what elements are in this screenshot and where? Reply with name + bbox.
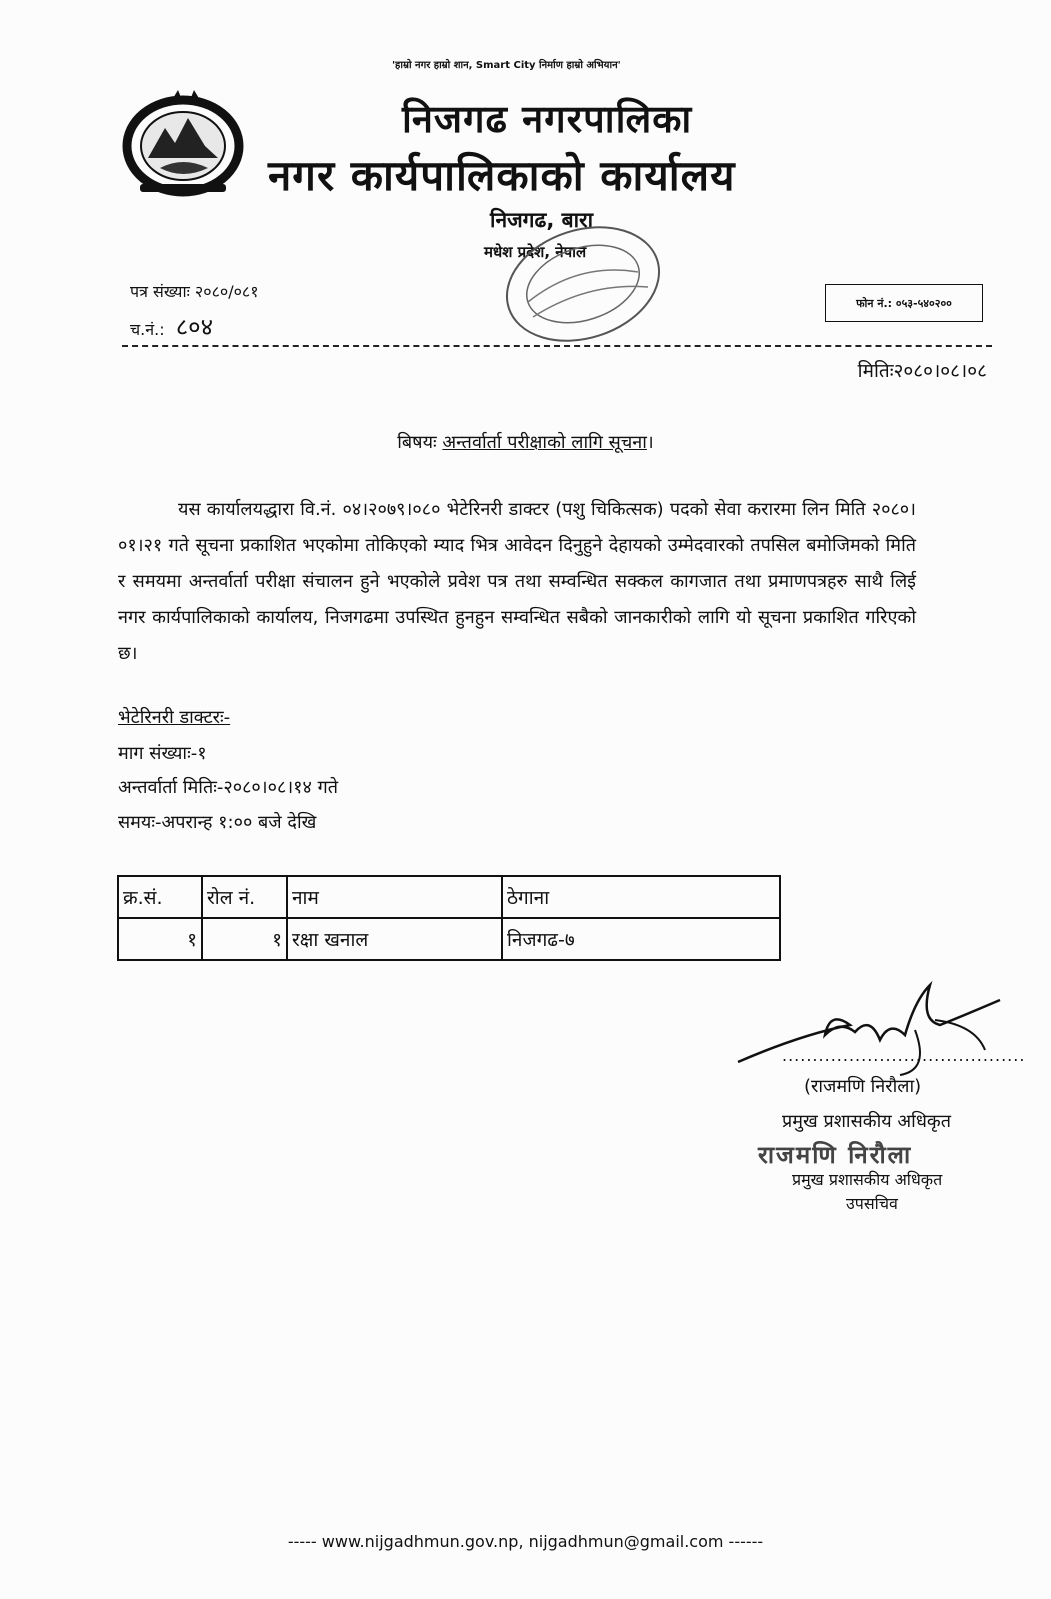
office-seal-stamp <box>488 222 673 352</box>
seal-designation: प्रमुख प्रशासकीय अधिकृत <box>792 1170 943 1189</box>
handwritten-signature <box>730 980 1020 1080</box>
dispatch-number-value: ८०४ <box>175 313 214 341</box>
nepal-emblem-icon <box>120 88 246 198</box>
table-row <box>118 918 780 960</box>
seal-name: राजमणि निरौला <box>758 1141 913 1169</box>
header-divider <box>122 345 992 347</box>
candidate-table <box>117 875 781 961</box>
location-line2: मधेश प्रदेश, नेपाल <box>484 243 587 261</box>
location-line1: निजगढ, बारा <box>490 208 594 232</box>
subject-label: बिषयः <box>397 432 443 453</box>
column-header: क्र.सं. <box>118 876 202 918</box>
seal-rank: उपसचिव <box>846 1194 898 1213</box>
signature-line: ........................................ <box>782 1046 1026 1065</box>
signatory-name: (राजमणि निरौला) <box>804 1076 922 1097</box>
table-cell-roll: १ <box>202 918 287 960</box>
subject-line <box>0 430 1051 454</box>
letter-number: पत्र संख्याः २०८०/०८१ <box>130 282 259 301</box>
column-header: ठेगाना <box>502 876 780 918</box>
column-header: रोल नं. <box>202 876 287 918</box>
dispatch-number <box>130 310 213 343</box>
demand-count: माग संख्याः-१ <box>118 743 207 764</box>
table-cell-serial: १ <box>118 918 202 960</box>
section-title: भेटेरिनरी डाक्टरः- <box>118 707 231 728</box>
table-cell-address: निजगढ-७ <box>502 918 780 960</box>
interview-time: समयः-अपरान्ह १:०० बजे देखि <box>118 812 317 833</box>
letter-date: मितिः२०८०।०८।०८ <box>857 360 987 382</box>
interview-date: अन्तर्वार्ता मितिः-२०८०।०८।१४ गते <box>118 777 338 798</box>
tagline: 'हाम्रो नगर हाम्रो शान, Smart City निर्माण हाम्रो अभियान' <box>392 60 621 71</box>
table-cell-name: रक्षा खनाल <box>287 918 502 960</box>
dispatch-number-label: च.नं.: <box>130 320 165 339</box>
phone-box: फोन नं.: ०५३-५४०२०० <box>825 284 983 322</box>
office-name: नगर कार्यपालिकाको कार्यालय <box>268 151 736 200</box>
subject-text: अन्तर्वार्ता परीक्षाको लागि सूचना <box>442 432 647 453</box>
municipality-name: निजगढ नगरपालिका <box>402 97 693 141</box>
signatory-designation: प्रमुख प्रशासकीय अधिकृत <box>782 1111 951 1132</box>
table-header-row <box>118 876 780 918</box>
subject-end: । <box>646 432 654 453</box>
footer-contact: ----- www.nijgadhmun.gov.np, nijgadhmun@gmail.com ------ <box>287 1532 764 1551</box>
notice-body: यस कार्यालयद्धारा वि.नं. ०४।२०७९।०८० भेटेरिनरी डाक्टर (पशु चिकित्सक) पदको सेवा करारमा लिन मिति २०८०।०१।२१ गते सूचना प्रकाशित भएकोमा तोकिएको म्याद भित्र आवेदन दिनुहुने देहायको उम्मेदवारको तपसिल बमोजिमको मिति र समयमा अन्तर्वार्ता परीक्षा संचालन हुने भएकोले प्रवेश पत्र तथा सम्वन्धित सक्कल कागजात तथा प्रमाणपत्रहरु साथै लिई नगर कार्यपालिकाको कार्यालय, निजगढमा उपस्थित हुनहुन सम्वन्धित सबैको जानकारीको लागि यो सूचना प्रकाशित गरिएको छ। <box>118 499 916 664</box>
column-header: नाम <box>287 876 502 918</box>
